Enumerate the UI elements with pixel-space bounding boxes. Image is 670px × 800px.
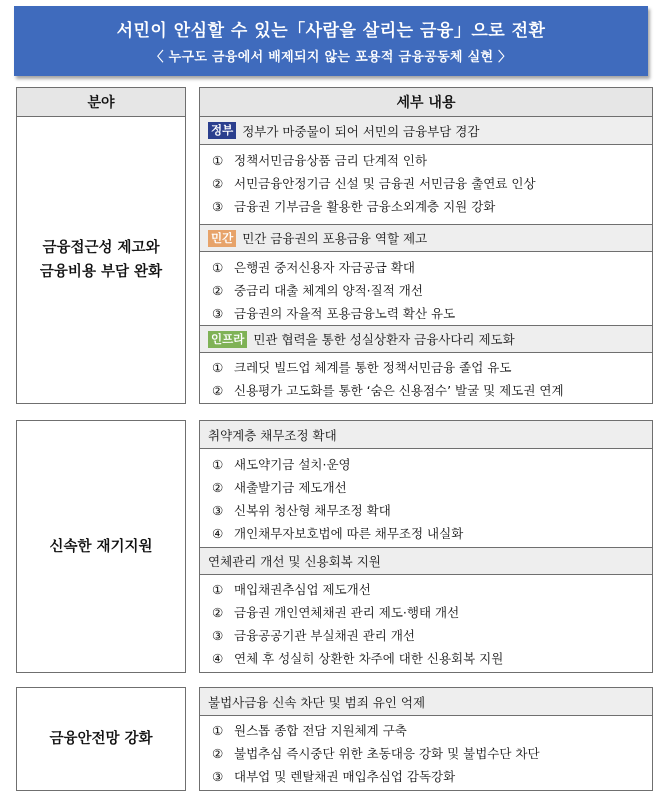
title-banner xyxy=(14,6,648,76)
group-header xyxy=(200,117,652,145)
group-header xyxy=(200,325,652,353)
field-cell-access xyxy=(16,116,186,404)
badge-private: 민간 xyxy=(208,230,236,247)
list-item: ① 정책서민금융상품 금리 단계적 인하 xyxy=(212,153,428,168)
group-header xyxy=(200,421,652,449)
field-label: 금융비용 부담 완화 xyxy=(39,264,163,280)
detail-cell-access xyxy=(199,116,653,404)
badge-government: 정부 xyxy=(208,122,236,139)
group-title: 불법사금융 신속 차단 및 범죄 유인 억제 xyxy=(208,694,426,710)
group-title: 정부가 마중물이 되어 서민의 금융부담 경감 xyxy=(242,123,480,139)
list-item: ③ 금융공공기관 부실채권 관리 개선 xyxy=(212,628,415,643)
page-subtitle: 〈 누구도 금융에서 배제되지 않는 포용적 금융공동체 실현 〉 xyxy=(150,50,512,65)
group-header xyxy=(200,688,652,716)
field-cell-safety-net xyxy=(16,687,186,791)
detail-cell-safety-net xyxy=(199,687,653,791)
badge-infra: 인프라 xyxy=(208,331,247,348)
group-title: 민관 협력을 통한 성실상환자 금융사다리 제도화 xyxy=(253,332,515,347)
group-title: 연체관리 개선 및 신용회복 지원 xyxy=(208,554,381,569)
item-list xyxy=(200,356,652,402)
list-item: ② 새출발기금 제도개선 xyxy=(212,480,347,495)
header-detail: 세부 내용 xyxy=(199,87,653,117)
group-title: 민간 금융권의 포용금융 역할 제고 xyxy=(242,231,428,246)
item-list xyxy=(200,719,652,788)
detail-cell-recovery xyxy=(199,420,653,673)
list-item: ② 서민금융안정기금 신설 및 금융권 서민금융 출연료 인상 xyxy=(212,176,536,191)
item-list xyxy=(200,578,652,670)
field-label: 금융접근성 제고와 xyxy=(42,240,160,256)
item-list xyxy=(200,453,652,545)
field-label: 신속한 재기지원 xyxy=(49,538,153,555)
list-item: ② 불법추심 즉시중단 위한 초동대응 강화 및 불법수단 차단 xyxy=(212,746,540,761)
list-item: ④ 연체 후 성실히 상환한 차주에 대한 신용회복 지원 xyxy=(212,651,504,666)
list-item: ① 은행권 중저신용자 자금공급 확대 xyxy=(212,260,415,275)
item-list xyxy=(200,149,652,218)
list-item: ③ 금융권 기부금을 활용한 금융소외계층 지원 강화 xyxy=(212,199,496,214)
list-item: ④ 개인채무자보호법에 따른 채무조정 내실화 xyxy=(212,526,464,541)
list-item: ① 크레딧 빌드업 체계를 통한 정책서민금융 졸업 유도 xyxy=(212,360,512,375)
list-item: ③ 신복위 청산형 채무조정 확대 xyxy=(212,503,391,518)
group-header xyxy=(200,224,652,252)
group-header xyxy=(200,547,652,575)
list-item: ② 신용평가 고도화를 통한 ‘숨은 신용점수’ 발굴 및 제도권 연계 xyxy=(212,383,564,398)
list-item: ③ 대부업 및 렌탈채권 매입추심업 감독강화 xyxy=(212,769,456,784)
list-item: ① 매입채권추심업 제도개선 xyxy=(212,582,371,597)
list-item: ① 원스톱 종합 전담 지원체계 구축 xyxy=(212,723,407,738)
page-title: 서민이 안심할 수 있는「사람을 살리는 금융」으로 전환 xyxy=(116,21,546,41)
field-label: 금융안전망 강화 xyxy=(49,731,153,747)
list-item: ① 새도약기금 설치·운영 xyxy=(212,457,351,472)
item-list xyxy=(200,256,652,325)
field-cell-recovery xyxy=(16,420,186,673)
header-field: 분야 xyxy=(16,87,186,117)
list-item: ③ 금융권의 자율적 포용금융노력 확산 유도 xyxy=(212,306,456,321)
list-item: ② 중금리 대출 체계의 양적·질적 개선 xyxy=(212,283,423,298)
group-title: 취약계층 채무조정 확대 xyxy=(208,427,337,443)
list-item: ② 금융권 개인연체채권 관리 제도·행태 개선 xyxy=(212,605,460,620)
